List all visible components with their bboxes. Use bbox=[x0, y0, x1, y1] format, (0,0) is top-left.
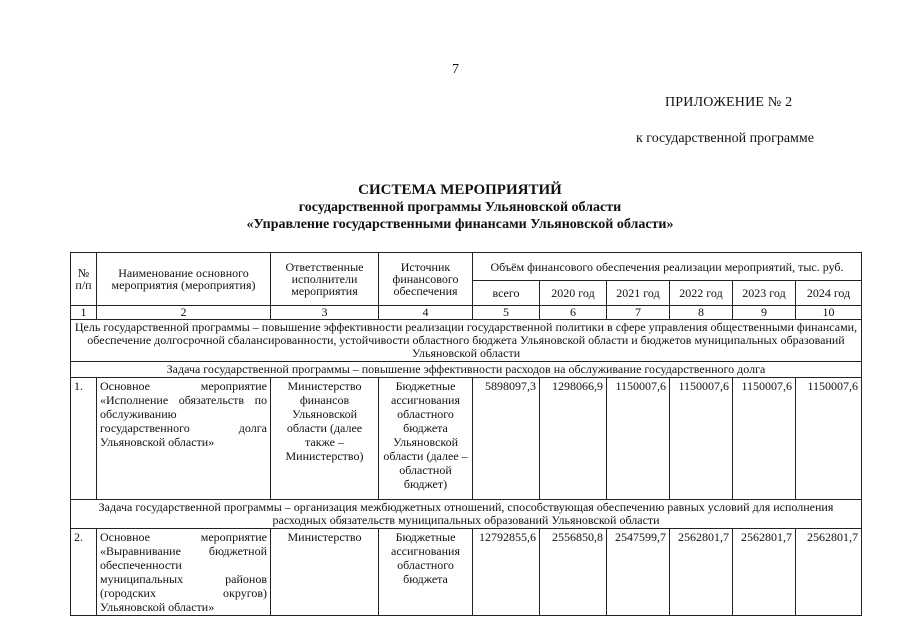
row-total: 5898097,3 bbox=[473, 378, 540, 500]
header-funding: Объём финансового обеспечения реализации мероприятий, тыс. руб. bbox=[473, 253, 862, 281]
col-number: 3 bbox=[271, 306, 379, 320]
header-2021: 2021 год bbox=[607, 281, 670, 306]
row-2022: 1150007,6 bbox=[670, 378, 733, 500]
row-2024: 1150007,6 bbox=[796, 378, 862, 500]
col-number: 1 bbox=[71, 306, 97, 320]
appendix-label: ПРИЛОЖЕНИЕ № 2 bbox=[665, 95, 793, 110]
program-reference: к государственной программе bbox=[636, 131, 814, 146]
title-line-1: СИСТЕМА МЕРОПРИЯТИЙ bbox=[358, 182, 562, 198]
col-number: 5 bbox=[473, 306, 540, 320]
document-title bbox=[90, 181, 830, 233]
col-number: 9 bbox=[733, 306, 796, 320]
program-task-2: Задача государственной программы – организация межбюджетных отношений, способствующая обеспечению равных условий для исполнения расходных обязательств муниципальных образований Ульяновской области bbox=[71, 500, 862, 529]
row-source: Бюджетные ассигнования областного бюджета Ульяновской области (далее – областной бюджет) bbox=[379, 378, 473, 500]
page-number: 7 bbox=[452, 62, 459, 77]
col-number: 6 bbox=[540, 306, 607, 320]
row-responsible: Министерство финансов Ульяновской области (далее также – Министерство) bbox=[271, 378, 379, 500]
row-2023: 2562801,7 bbox=[733, 529, 796, 616]
col-number: 8 bbox=[670, 306, 733, 320]
row-2023: 1150007,6 bbox=[733, 378, 796, 500]
col-number: 4 bbox=[379, 306, 473, 320]
title-line-3: «Управление государственными финансами Ульяновской области» bbox=[246, 217, 674, 232]
row-2020: 2556850,8 bbox=[540, 529, 607, 616]
header-name: Наименование основного мероприятия (мероприятия) bbox=[97, 253, 271, 306]
row-2021: 1150007,6 bbox=[607, 378, 670, 500]
header-source: Источник финансового обеспечения bbox=[379, 253, 473, 306]
header-2020: 2020 год bbox=[540, 281, 607, 306]
program-goal: Цель государственной программы – повышение эффективности реализации государственной политики в сфере управления общественными финансами, обеспечение долгосрочной сбалансированности, устойчивости областного бюджета Ульяновской области и бюджетов муниципальных образований Ульяновской области bbox=[71, 320, 862, 362]
row-num: 1. bbox=[71, 378, 97, 500]
row-name: Основное мероприятие «Выравнивание бюджетной обеспеченности муниципальных районов (городских округов) Ульяновской области» bbox=[97, 529, 271, 616]
col-number: 7 bbox=[607, 306, 670, 320]
column-number-row bbox=[71, 306, 862, 320]
row-num: 2. bbox=[71, 529, 97, 616]
measures-table bbox=[70, 252, 862, 616]
row-2024: 2562801,7 bbox=[796, 529, 862, 616]
table-row bbox=[71, 529, 862, 616]
header-num: № п/п bbox=[71, 253, 97, 306]
table-row bbox=[71, 378, 862, 500]
header-2024: 2024 год bbox=[796, 281, 862, 306]
row-2021: 2547599,7 bbox=[607, 529, 670, 616]
row-responsible: Министерство bbox=[271, 529, 379, 616]
row-2022: 2562801,7 bbox=[670, 529, 733, 616]
header-2022: 2022 год bbox=[670, 281, 733, 306]
row-2020: 1298066,9 bbox=[540, 378, 607, 500]
header-total: всего bbox=[473, 281, 540, 306]
header-responsible: Ответственные исполнители мероприятия bbox=[271, 253, 379, 306]
title-line-2: государственной программы Ульяновской области bbox=[298, 200, 622, 215]
program-task-1: Задача государственной программы – повышение эффективности расходов на обслуживание государственного долга bbox=[71, 362, 862, 378]
col-number: 2 bbox=[97, 306, 271, 320]
row-source: Бюджетные ассигнования областного бюджета bbox=[379, 529, 473, 616]
col-number: 10 bbox=[796, 306, 862, 320]
row-total: 12792855,6 bbox=[473, 529, 540, 616]
header-2023: 2023 год bbox=[733, 281, 796, 306]
row-name: Основное мероприятие «Исполнение обязательств по обслуживанию государственного долга Ульяновской области» bbox=[97, 378, 271, 500]
